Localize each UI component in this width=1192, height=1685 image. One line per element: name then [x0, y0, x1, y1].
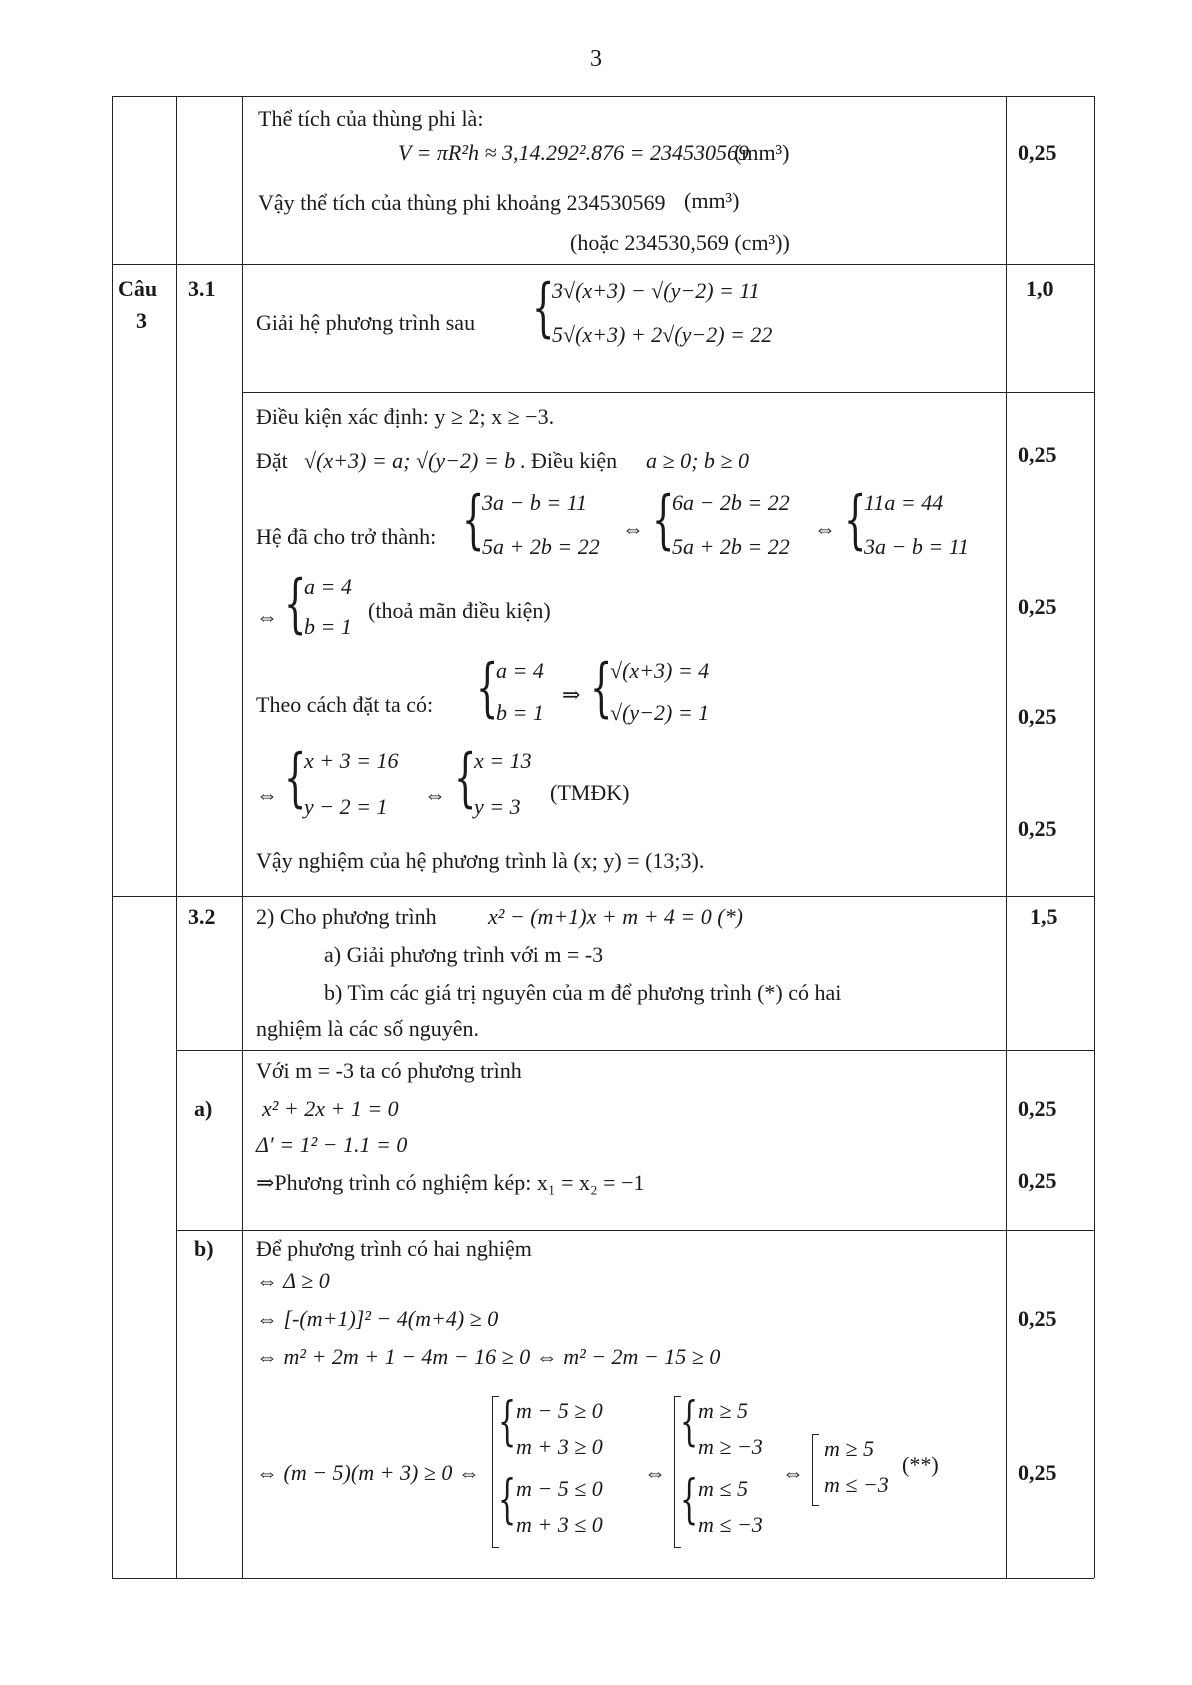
- system-1b: 5a + 2b = 22: [482, 534, 600, 559]
- question-number: 3: [136, 308, 147, 333]
- equiv-7: ⇔: [782, 1460, 804, 1485]
- system-eq-2: 5√(x+3) + 2√(y−2) = 22: [552, 322, 773, 347]
- score-1: 0,25: [1018, 442, 1057, 467]
- part-b-line3: ⇔ [-(m+1)]² − 4(m+4) ≥ 0: [256, 1306, 499, 1331]
- part-a-line1: Với m = -3 ta có phương trình: [256, 1058, 522, 1083]
- equiv-5: ⇔: [424, 782, 446, 807]
- final-y: y = 3: [474, 794, 521, 819]
- equiv-3: ⇔: [256, 604, 278, 629]
- part-b-score-2: 0,25: [1018, 1460, 1057, 1485]
- volume-formula: V = πR²h ≈ 3,14.292².876 = 234530569: [398, 140, 749, 165]
- back-b: b = 1: [496, 700, 544, 725]
- part-a-score-1: 0,25: [1018, 1096, 1057, 1121]
- case-3b: m ≤ −3: [824, 1472, 889, 1497]
- part-3-2-score: 1,5: [1030, 904, 1058, 929]
- volume-intro: Thể tích của thùng phi là:: [258, 106, 484, 131]
- page-number: 3: [590, 46, 602, 72]
- part-b-label: b): [194, 1236, 214, 1261]
- part-b-line2: ⇔ Δ ≥ 0: [256, 1268, 330, 1293]
- part-3-2-task-b-cont: nghiệm là các số nguyên.: [256, 1016, 479, 1041]
- solution-a: a = 4: [304, 574, 352, 599]
- part-b-score-1: 0,25: [1018, 1306, 1057, 1331]
- part-3-1-id: 3.1: [188, 276, 216, 301]
- equiv-2: ⇔: [814, 516, 836, 541]
- implies-1: ⇒: [562, 682, 581, 707]
- equiv-1: ⇔: [622, 516, 644, 541]
- part-3-2-intro: 2) Cho phương trình: [256, 904, 437, 929]
- equiv-4: ⇔: [256, 782, 278, 807]
- volume-conclusion-unit: (mm³): [684, 188, 740, 213]
- linear-b: y − 2 = 1: [304, 794, 388, 819]
- part-b-line4: ⇔ m² + 2m + 1 − 4m − 16 ≥ 0 ⇔ m² − 2m − 15 ≥ 0: [256, 1344, 721, 1369]
- part-b-line5: ⇔ (m − 5)(m + 3) ≥ 0 ⇔: [256, 1460, 480, 1485]
- question-label: Câu: [118, 276, 158, 301]
- substitution-label: Đặt: [256, 448, 288, 473]
- solution-note: (thoả mãn điều kiện): [368, 598, 551, 623]
- case-1a: m − 5 ≥ 0: [516, 1398, 603, 1423]
- system-3b: 3a − b = 11: [864, 534, 970, 559]
- part-a-score-2: 0,25: [1018, 1168, 1057, 1193]
- root-eq-2: √(y−2) = 1: [610, 700, 710, 725]
- volume-formula-unit: (mm³): [734, 140, 790, 165]
- part-a-line2: x² + 2x + 1 = 0: [262, 1096, 399, 1121]
- substitution-cond-label: . Điều kiện: [520, 448, 618, 473]
- score-4: 0,25: [1018, 816, 1057, 841]
- final-answer: Vậy nghiệm của hệ phương trình là (x; y) = (13;3).: [256, 848, 705, 873]
- substitution-cond: a ≥ 0; b ≥ 0: [646, 448, 749, 473]
- system-1a: 3a − b = 11: [482, 490, 588, 515]
- score-3: 0,25: [1018, 704, 1057, 729]
- volume-score: 0,25: [1018, 140, 1057, 165]
- case-2c: m ≤ 5: [698, 1476, 748, 1501]
- system-2a: 6a − 2b = 22: [672, 490, 790, 515]
- system-3a: 11a = 44: [864, 490, 944, 515]
- part-a-label: a): [194, 1096, 213, 1121]
- root-eq-1: √(x+3) = 4: [610, 658, 710, 683]
- part-a-line4: ⇒Phương trình có nghiệm kép: x₁ = x₂ = −1: [256, 1170, 645, 1195]
- final-note: (TMĐK): [550, 780, 630, 805]
- case-3a: m ≥ 5: [824, 1436, 874, 1461]
- volume-conclusion: Vậy thể tích của thùng phi khoảng 234530569: [258, 190, 666, 215]
- case-2b: m ≥ −3: [698, 1434, 763, 1459]
- solution-domain: Điều kiện xác định: y ≥ 2; x ≥ −3.: [256, 404, 555, 429]
- case-2a: m ≥ 5: [698, 1398, 748, 1423]
- part-3-2-task-b: b) Tìm các giá trị nguyên của m để phương trình (*) có hai: [324, 980, 842, 1005]
- volume-alt: (hoặc 234530,569 (cm³)): [570, 230, 790, 255]
- case-2d: m ≤ −3: [698, 1512, 763, 1537]
- solution-b: b = 1: [304, 614, 352, 639]
- score-2: 0,25: [1018, 594, 1057, 619]
- case-1c: m − 5 ≤ 0: [516, 1476, 603, 1501]
- linear-a: x + 3 = 16: [304, 748, 399, 773]
- back-substitute-label: Theo cách đặt ta có:: [256, 692, 434, 717]
- part-b-line1: Để phương trình có hai nghiệm: [256, 1236, 532, 1261]
- system-becomes-label: Hệ đã cho trở thành:: [256, 524, 437, 549]
- case-1b: m + 3 ≥ 0: [516, 1434, 603, 1459]
- part-3-2-id: 3.2: [188, 904, 216, 929]
- back-a: a = 4: [496, 658, 544, 683]
- substitution-expr: √(x+3) = a; √(y−2) = b: [304, 448, 516, 473]
- equiv-6: ⇔: [644, 1460, 666, 1485]
- part-3-1-score: 1,0: [1026, 276, 1054, 301]
- part-a-line3: Δ′ = 1² − 1.1 = 0: [256, 1132, 408, 1157]
- answer-table: Thể tích của thùng phi là: V = πR²h ≈ 3,14.292².876 = 234530569 (mm³) 0,25 Vậy thể tích của thùng phi khoảng 234530569 (mm³) (hoặc 234530,569 (cm³)) Câu 3 3.1 Giải hệ phương trình sau { 3√(x+3) − √(y−2) = 11 5√(x+3) + 2√(y−2) = 22 1,0 Điều kiện xác định: y ≥ 2; x ≥ −3. Đặt √(x+3) = a; √(y−2) = b . Điều kiện a ≥ 0; b ≥ 0 0,25 Hệ đã cho trở thành: { 3a − b = 11 5a + 2b = 22 ⇔ { 6a − 2b = 22 5a + 2b = 22 ⇔ { 11a = 44 3a − b = 11 ⇔ { a = 4 b = 1 (thoả mãn điều kiện) 0,25 Theo cách đặt ta có: { a = 4 b = 1 ⇒ { √(x+3) = 4 √(y−2) = 1 0,25 ⇔ { x + 3 = 16 y − 2 = 1 ⇔ { x = 13 y = 3 (TMĐK) 0,25 Vậy nghiệm của hệ phương trình là (x; y) = (13;3). 3.2 2) Cho phương trình x² − (m+1)x + m + 4 = 0 (*) 1,5 a) Giải phương trình với m = -3 b) Tìm các giá trị nguyên của m để phương trình (*) có hai nghiệm là các số nguyên. a) Với m = -3 ta có phương trình x² + 2x + 1 = 0 Δ′ = 1² − 1.1 = 0 ⇒Phương trình có nghiệm kép: x₁ = x₂ = −1 0,25 0,25 b) Để phương trình có hai nghiệm ⇔ Δ ≥ 0 ⇔ [-(m+1)]² − 4(m+4) ≥ 0 ⇔ m² + 2m + 1 − 4m − 16 ≥ 0 ⇔ m² − 2m − 15 ≥ 0 0,25 ⇔ (m − 5)(m + 3) ≥ 0 ⇔ { m − 5 ≥ 0 m + 3 ≥ 0 { m − 5 ≤ 0 m + 3 ≤ 0 ⇔ { m ≥ 5 m ≥ −3 { m ≤ 5 m ≤ −3 ⇔ m ≥ 5 m ≤ −3 (**) 0,25: [112, 96, 1094, 1578]
- final-x: x = 13: [474, 748, 532, 773]
- part-3-2-task-a: a) Giải phương trình với m = -3: [324, 942, 604, 967]
- part-3-1-prompt: Giải hệ phương trình sau: [256, 310, 476, 335]
- part-3-2-equation: x² − (m+1)x + m + 4 = 0 (*): [488, 904, 743, 929]
- system-2b: 5a + 2b = 22: [672, 534, 790, 559]
- case-1d: m + 3 ≤ 0: [516, 1512, 603, 1537]
- system-eq-1: 3√(x+3) − √(y−2) = 11: [552, 278, 760, 303]
- case-3-note: (**): [902, 1452, 939, 1477]
